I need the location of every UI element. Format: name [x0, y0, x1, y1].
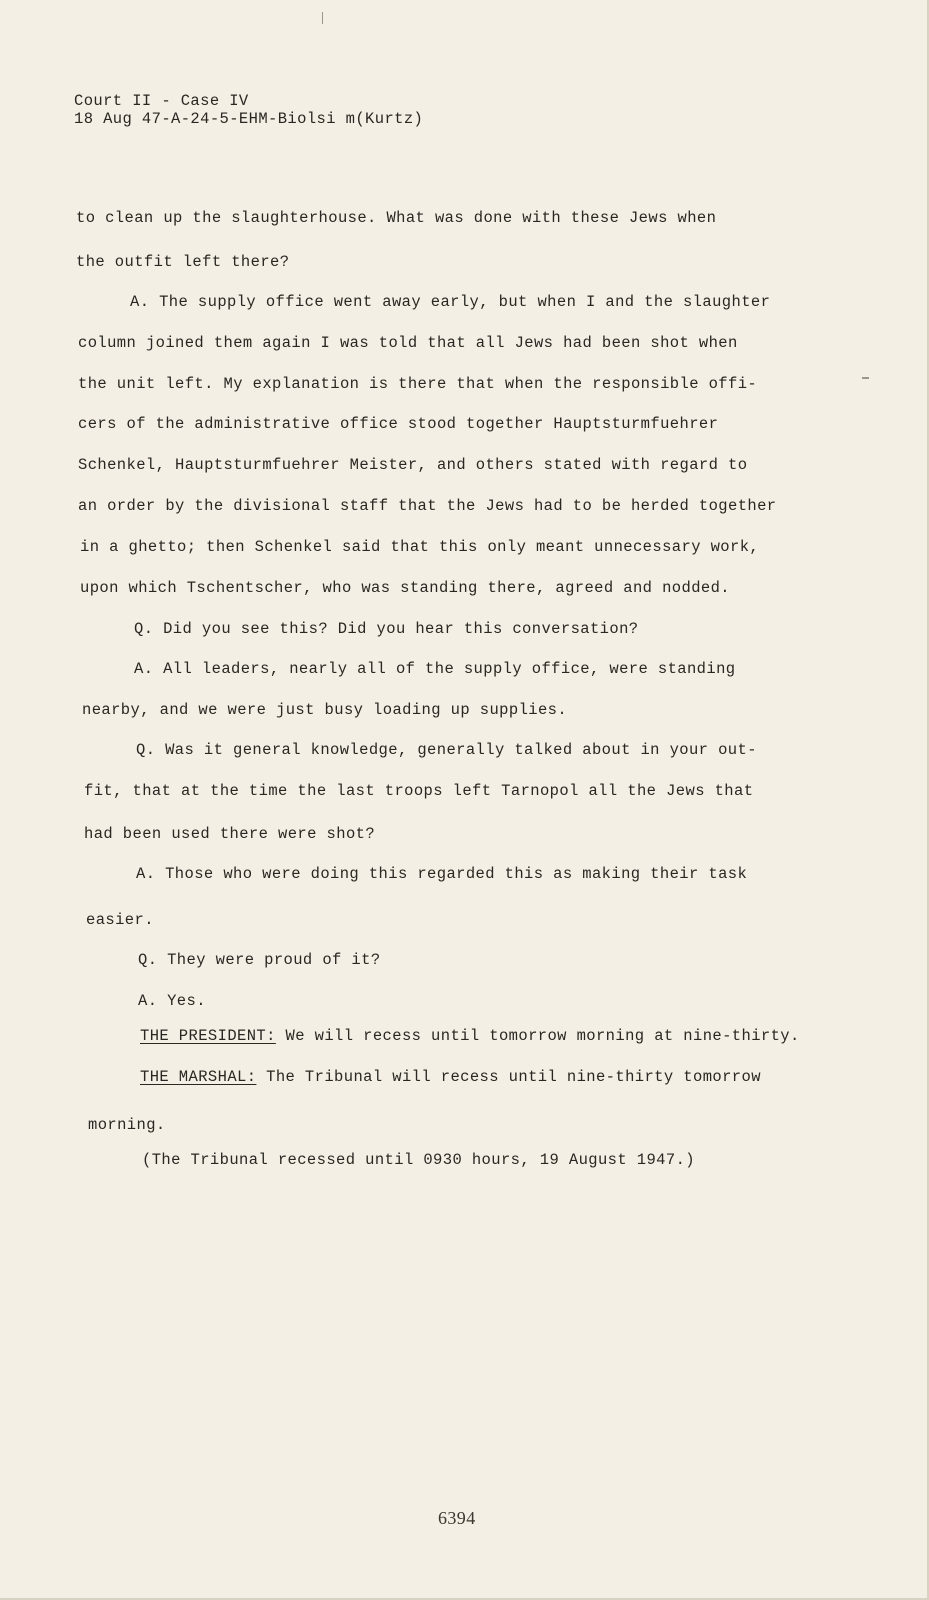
transcript-line: easier. — [86, 911, 154, 929]
transcript-line: upon which Tschentscher, who was standing there, agreed and nodded. — [80, 579, 731, 597]
transcript-line: had been used there were shot? — [84, 825, 376, 843]
transcript-line: column joined them again I was told that all Jews had been shot when — [78, 334, 738, 352]
transcript-line: Q. They were proud of it? — [138, 951, 381, 969]
transcript-line: an order by the divisional staff that the Jews had to be herded together — [78, 497, 777, 515]
header-case-line: Court II - Case IV — [74, 92, 249, 110]
marshal-continuation: morning. — [88, 1116, 166, 1134]
right-margin-mark — [862, 377, 869, 379]
transcript-line: the outfit left there? — [76, 253, 290, 271]
header-session-line: 18 Aug 47-A-24-5-EHM-Biolsi m(Kurtz) — [74, 110, 424, 128]
transcript-line: A. Yes. — [138, 992, 206, 1010]
top-margin-mark — [322, 12, 323, 24]
president-text: We will recess until tomorrow morning at nine-thirty. — [285, 1027, 800, 1045]
president-statement — [140, 1027, 800, 1045]
transcript-line: in a ghetto; then Schenkel said that this only meant unnecessary work, — [80, 538, 760, 556]
transcript-line: Schenkel, Hauptsturmfuehrer Meister, and others stated with regard to — [78, 456, 748, 474]
transcript-line: A. The supply office went away early, but when I and the slaughter — [130, 293, 771, 311]
transcript-line: to clean up the slaughterhouse. What was done with these Jews when — [76, 209, 717, 227]
transcript-line: A. Those who were doing this regarded this as making their task — [136, 865, 748, 883]
transcript-line: fit, that at the time the last troops left Tarnopol all the Jews that — [84, 782, 754, 800]
transcript-line: cers of the administrative office stood together Hauptsturmfuehrer — [78, 415, 719, 433]
marshal-speaker: THE MARSHAL: — [140, 1068, 257, 1086]
transcript-line: nearby, and we were just busy loading up supplies. — [82, 701, 568, 719]
page-number: 6394 — [438, 1508, 476, 1528]
marshal-text: The Tribunal will recess until nine-thirty tomorrow — [266, 1068, 761, 1086]
recess-note: (The Tribunal recessed until 0930 hours, 19 August 1947.) — [142, 1151, 695, 1169]
transcript-line: Q. Did you see this? Did you hear this conversation? — [134, 620, 639, 638]
transcript-line: the unit left. My explanation is there that when the responsible offi- — [78, 375, 758, 393]
transcript-line: Q. Was it general knowledge, generally talked about in your out- — [136, 741, 757, 759]
marshal-statement — [140, 1068, 761, 1086]
president-speaker: THE PRESIDENT: — [140, 1027, 276, 1045]
transcript-line: A. All leaders, nearly all of the supply office, were standing — [134, 660, 736, 678]
